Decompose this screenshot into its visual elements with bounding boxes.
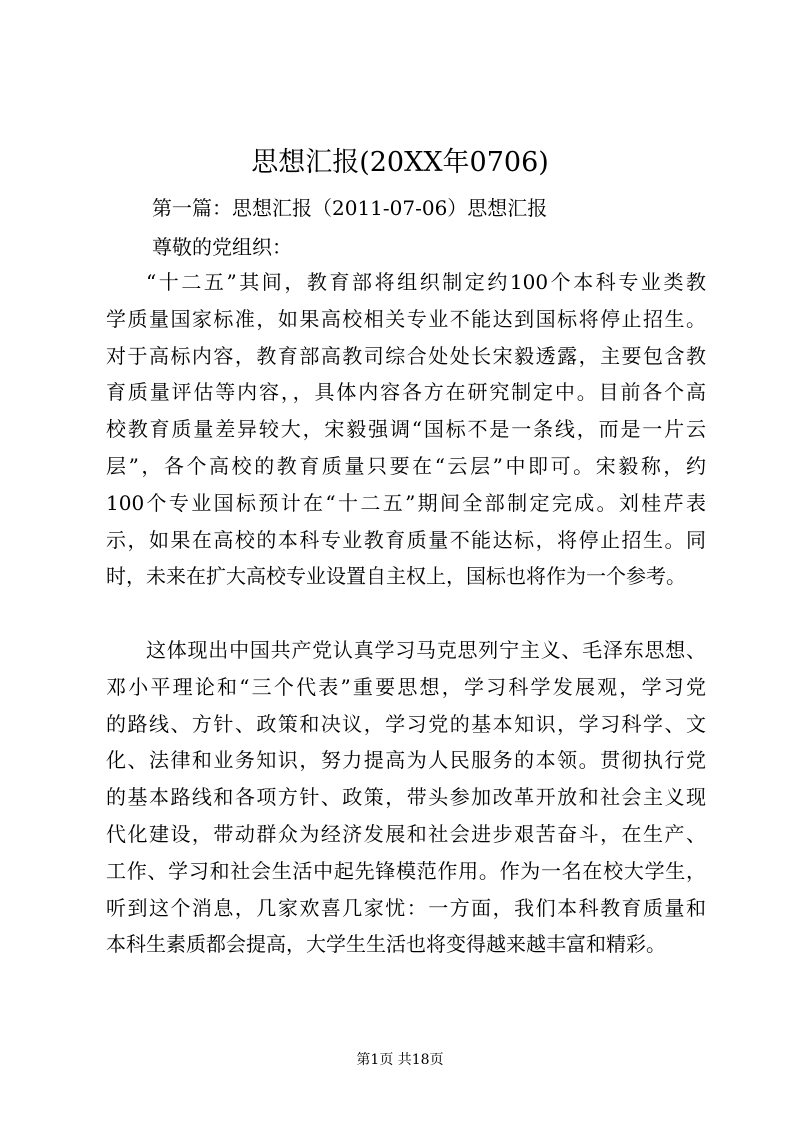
section-heading: 第一篇：思想汇报（2011-07-06）思想汇报 xyxy=(152,196,548,220)
paragraph-line: 学质量国家标准，如果高校相关专业不能达到国标将停止招生。 xyxy=(106,306,706,331)
paragraph-line: 时，未来在扩大高校专业设置自主权上，国标也将作为一个参考。 xyxy=(106,564,686,589)
paragraph-line: 这体现出中国共产党认真学习马克思列宁主义、毛泽东思想、 xyxy=(146,638,706,662)
paragraph-line: 听到这个消息，几家欢喜几家忧：一方面，我们本科教育质量和 xyxy=(106,895,706,920)
paragraph-line: 代化建设，带动群众为经济发展和社会进步艰苦奋斗，在生产、 xyxy=(106,821,706,846)
paragraph-line: 工作、学习和社会生活中起先锋模范作用。作为一名在校大学生， xyxy=(106,858,706,883)
paragraph-line: 本科生素质都会提高，大学生生活也将变得越来越丰富和精彩。 xyxy=(106,932,666,957)
paragraph-line: 对于高标内容，教育部高教司综合处处长宋毅透露，主要包含教 xyxy=(106,343,706,368)
paragraph-line: 邓小平理论和“三个代表”重要思想，学习科学发展观，学习党 xyxy=(106,674,706,699)
paragraph-line: 100个专业国标预计在“十二五”期间全部制定完成。刘桂芹表 xyxy=(106,490,706,515)
page-indicator: 第1页 共18页 xyxy=(356,1052,444,1068)
paragraph-line: 的路线、方针、政策和决议，学习党的基本知识，学习科学、文 xyxy=(106,711,706,736)
page-footer xyxy=(0,1050,800,1070)
paragraph-line: 化、法律和业务知识，努力提高为人民服务的本领。贯彻执行党 xyxy=(106,748,706,773)
paragraph-line: 的基本路线和各项方针、政策，带头参加改革开放和社会主义现 xyxy=(106,785,706,810)
paragraph-line: 育质量评估等内容，，具体内容各方在研究制定中。目前各个高 xyxy=(106,380,706,405)
paragraph-line: 示，如果在高校的本科专业教育质量不能达标，将停止招生。同 xyxy=(106,527,706,552)
paragraph-line: “十二五”其间，教育部将组织制定约100个本科专业类教 xyxy=(146,270,706,294)
salutation: 尊敬的党组织： xyxy=(152,235,292,259)
paragraph-1 xyxy=(106,264,706,595)
paragraph-2 xyxy=(106,632,706,963)
paragraph-line: 层”，各个高校的教育质量只要在“云层”中即可。宋毅称，约 xyxy=(106,453,706,478)
document-title: 思想汇报(20XX年0706) xyxy=(251,147,549,178)
paragraph-line: 校教育质量差异较大，宋毅强调“国标不是一条线，而是一片云 xyxy=(106,417,706,442)
